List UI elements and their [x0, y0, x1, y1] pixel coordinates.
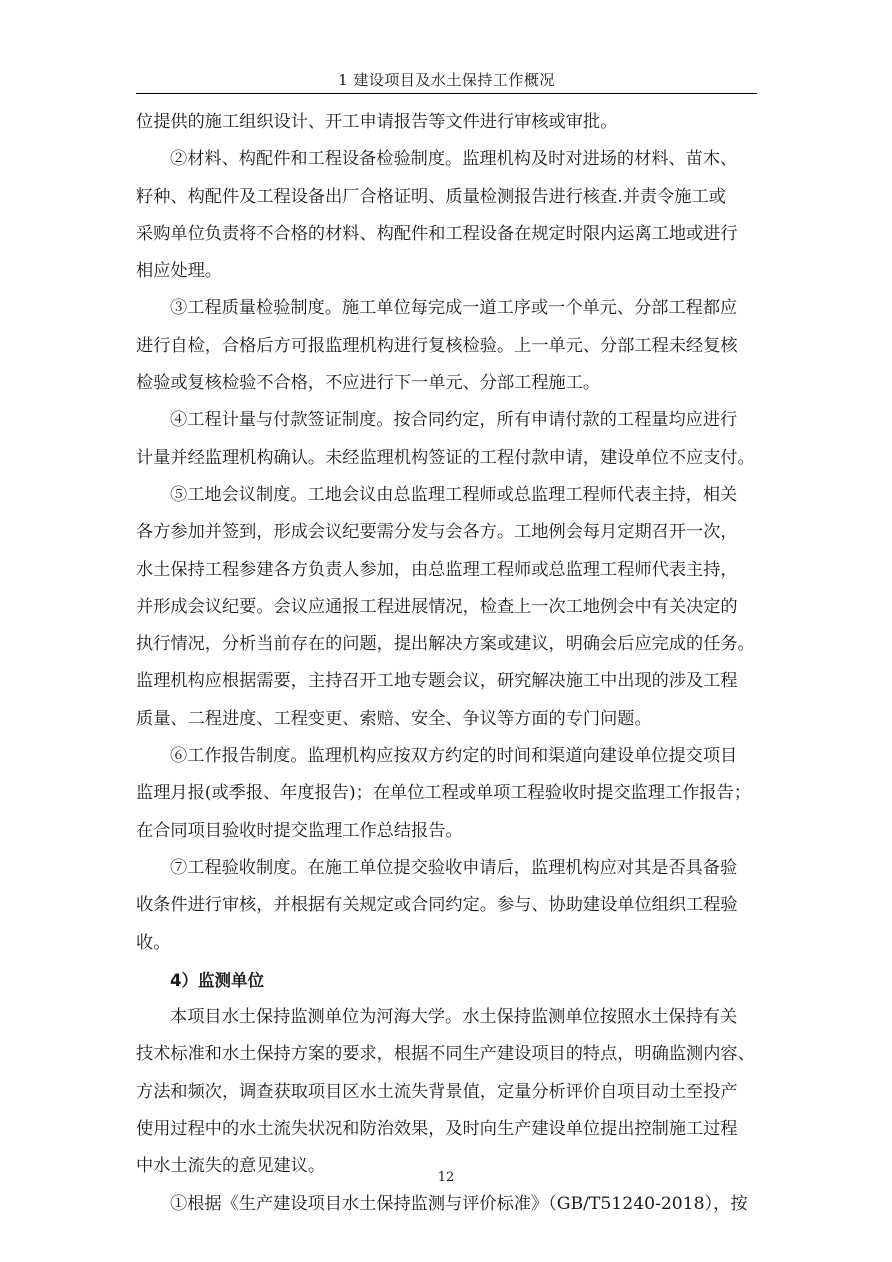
text-line: 方法和频次，调查获取项目区水土流失背景值，定量分析评价自项目动土至投产 — [136, 1081, 738, 1102]
text-line: ①根据《生产建设项目水土保持监测与评价标准》（GB/T51240-2018），按 — [170, 1193, 748, 1214]
running-header: 1 建设项目及水土保持工作概况 — [338, 71, 555, 89]
text-line: 籽种、构配件及工程设备出厂合格证明、质量检测报告进行核查.并责令施工或 — [136, 186, 726, 207]
text-line: 计量并经监理机构确认。未经监理机构签证的工程付款申请，建设单位不应支付。 — [136, 447, 755, 468]
text-line: ⑥工作报告制度。监理机构应按双方约定的时间和渠道向建设单位提交项目 — [170, 746, 738, 767]
text-line: ⑤工地会议制度。工地会议由总监理工程师或总监理工程师代表主持，相关 — [170, 484, 738, 505]
text-line: 检验或复核检验不合格，不应进行下一单元、分部工程施工。 — [136, 373, 601, 394]
text-line: ②材料、构配件和工程设备检验制度。监理机构及时对进场的材料、苗木、 — [170, 149, 738, 170]
text-line: ④工程计量与付款签证制度。按合同约定，所有申请付款的工程量均应进行 — [170, 410, 738, 431]
text-line: 技术标准和水土保持方案的要求，根据不同生产建设项目的特点，明确监测内容、 — [136, 1044, 755, 1065]
text-line: 各方参加并签到，形成会议纪要需分发与会各方。工地例会每月定期召开一次， — [136, 522, 738, 543]
page-number: 12 — [437, 1170, 455, 1185]
text-line: 收条件进行审核，并根据有关规定或合同约定。参与、协助建设单位组织工程验 — [136, 895, 738, 916]
text-line: ⑦工程验收制度。在施工单位提交验收申请后，监理机构应对其是否具备验 — [170, 857, 738, 878]
text-line: 使用过程中的水土流失状况和防治效果，及时向生产建设单位提出控制施工过程 — [136, 1119, 738, 1140]
text-line: 质量、二程进度、工程变更、索赔、安全、争议等方面的专门问题。 — [136, 708, 652, 729]
body-text — [136, 104, 760, 1223]
text-line: 采购单位负责将不合格的材料、构配件和工程设备在规定时限内运离工地或进行 — [136, 223, 738, 244]
text-line: 相应处理。 — [136, 261, 222, 282]
text-line: ③工程质量检验制度。施工单位每完成一道工序或一个单元、分部工程都应 — [170, 298, 738, 319]
text-line: 在合同项目验收时提交监理工作总结报告。 — [136, 820, 463, 841]
text-line: 进行自检，合格后方可报监理机构进行复核检验。上一单元、分部工程未经复核 — [136, 335, 738, 356]
text-line: 监理机构应根据需要，主持召开工地专题会议，研究解决施工中出现的涉及工程 — [136, 671, 738, 692]
text-line: 中水土流失的意见建议。 — [136, 1156, 326, 1177]
header-rule — [136, 93, 757, 94]
text-line: 位提供的施工组织设计、开工申请报告等文件进行审核或审批。 — [136, 112, 618, 132]
text-line: 并形成会议纪要。会议应通报工程进展情况，检查上一次工地例会中有关决定的 — [136, 596, 738, 617]
text-line: 执行情况，分析当前存在的问题，提出解决方案或建议，明确会后应完成的任务。 — [136, 634, 755, 655]
text-line: 水土保持工程参建各方负责人参加，由总监理工程师或总监理工程师代表主持， — [136, 559, 738, 580]
text-line: 监理月报(或季报、年度报告)；在单位工程或单项工程验收时提交监理工作报告； — [136, 783, 751, 804]
text-line: 本项目水土保持监测单位为河海大学。水土保持监测单位按照水土保持有关 — [170, 1007, 738, 1028]
section-heading: 4）监测单位 — [170, 970, 264, 990]
text-line: 收。 — [136, 932, 171, 953]
